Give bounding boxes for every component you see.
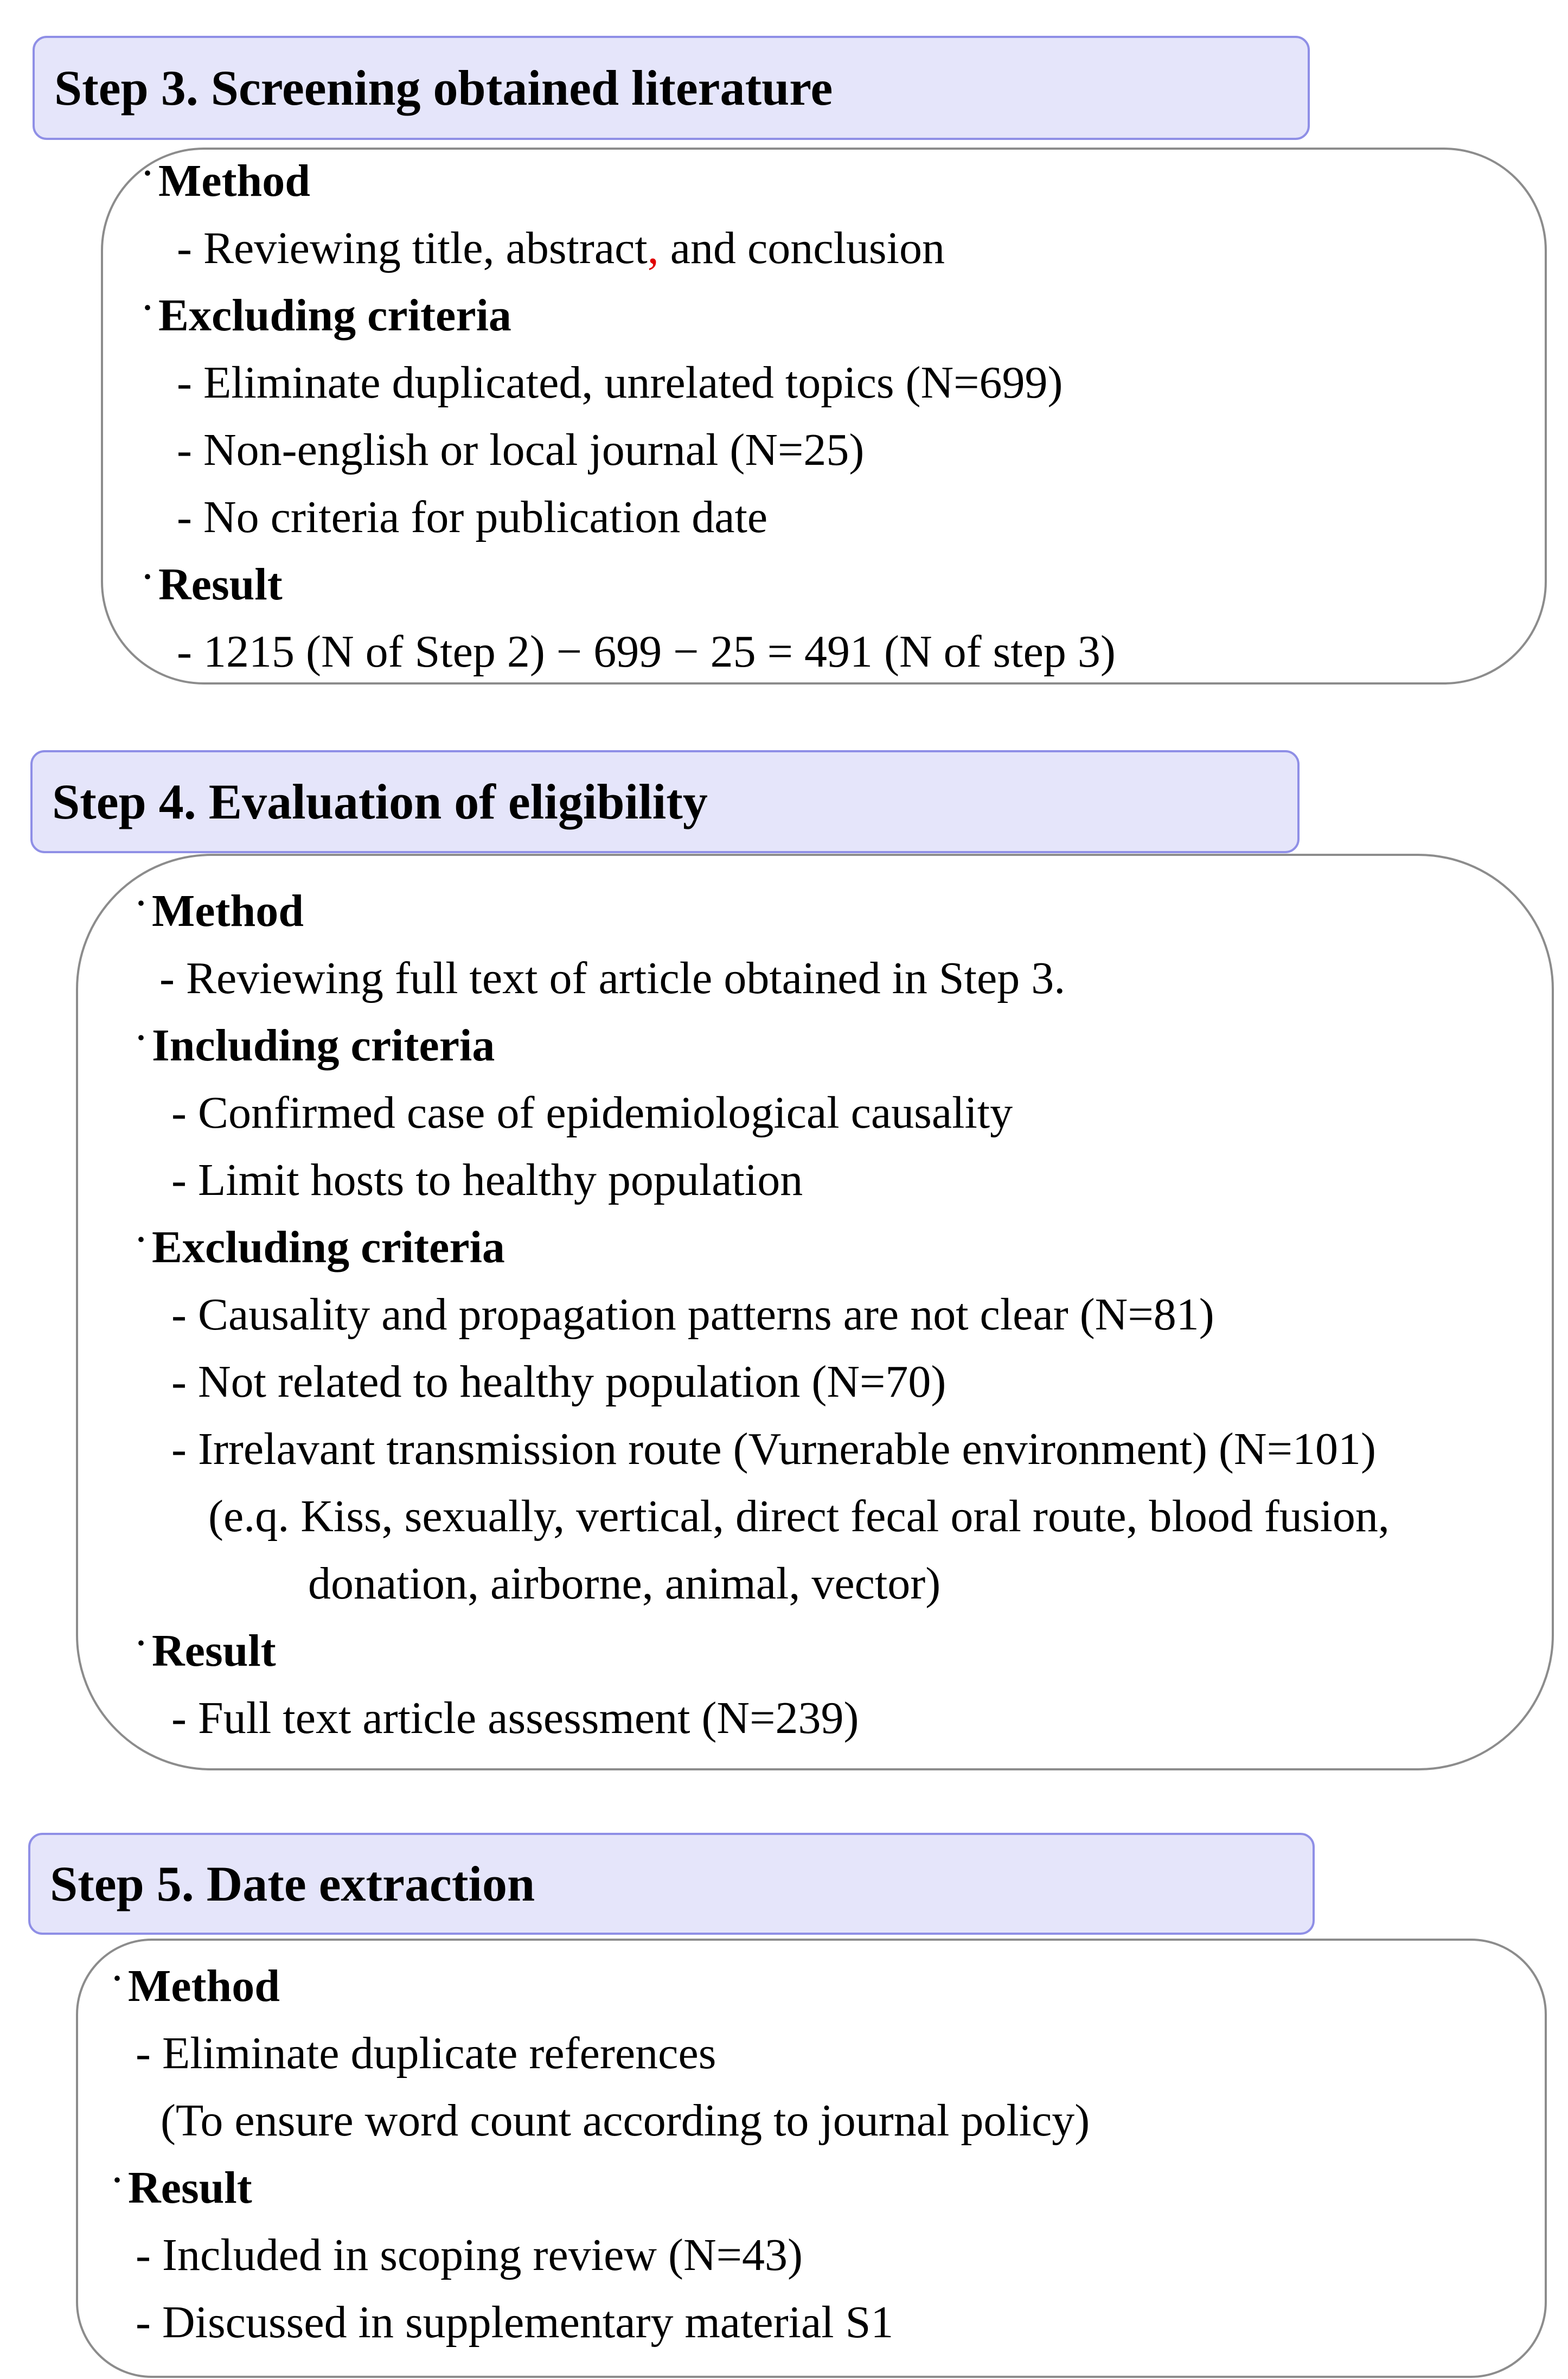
step5-header xyxy=(28,1833,1315,1935)
step4-title: Step 4. Evaluation of eligibility xyxy=(52,774,708,829)
step4-header xyxy=(30,750,1300,853)
step3-result-item: - 1215 (N of Step 2) − 699 − 25 = 491 (N of step 3) xyxy=(177,626,1116,677)
step3-title: Step 3. Screening obtained literature xyxy=(54,60,833,116)
bullet-icon: · xyxy=(136,885,147,921)
step4-excluding-item: donation, airborne, animal, vector) xyxy=(308,1558,941,1609)
step4-including-heading: · Including criteria xyxy=(136,1020,495,1071)
step5-title: Step 5. Date extraction xyxy=(50,1856,535,1911)
step3-excluding-item: - Eliminate duplicated, unrelated topics (N=699) xyxy=(177,357,1063,408)
step5-result-item: - Included in scoping review (N=43) xyxy=(136,2230,803,2280)
step5-method-item: (To ensure word count according to journal policy) xyxy=(161,2095,1090,2146)
step4-excluding-item: - Not related to healthy population (N=70) xyxy=(171,1357,946,1407)
step3-excluding-item: - No criteria for publication date xyxy=(177,492,768,542)
step4-excluding-heading: · Excluding criteria xyxy=(136,1222,505,1272)
bullet-icon: · xyxy=(136,1222,147,1257)
step5-result-item: - Discussed in supplementary material S1 xyxy=(136,2297,894,2348)
step4-result-item: - Full text article assessment (N=239) xyxy=(171,1693,859,1743)
step4-method-item: - Reviewing full text of article obtained in Step 3. xyxy=(159,953,1066,1003)
bullet-icon: · xyxy=(112,2162,123,2198)
step3-method-line: - Reviewing title, abstract, and conclusion xyxy=(177,223,945,273)
step4-including-item: - Limit hosts to healthy population xyxy=(171,1155,803,1205)
step5-method-item: - Eliminate duplicate references xyxy=(136,2028,716,2079)
step4-including-item: - Confirmed case of epidemiological causality xyxy=(171,1088,1013,1138)
bullet-icon: · xyxy=(142,155,153,191)
step3-excluding-item: - Non-english or local journal (N=25) xyxy=(177,425,865,475)
bullet-icon: · xyxy=(136,1625,147,1661)
step4-result-heading: · Result xyxy=(136,1625,276,1676)
step4-excluding-item: (e.q. Kiss, sexually, vertical, direct fecal oral route, blood fusion, xyxy=(208,1491,1390,1542)
step4-excluding-item: - Irrelavant transmission route (Vurnerable environment) (N=101) xyxy=(171,1424,1376,1474)
step4-excluding-item: - Causality and propagation patterns are not clear (N=81) xyxy=(171,1289,1214,1340)
bullet-icon: · xyxy=(142,290,153,325)
step5-method-heading: · Method xyxy=(112,1960,280,2011)
step3-result-heading: · Result xyxy=(142,559,283,610)
bullet-icon: · xyxy=(142,559,153,594)
step3-method-heading: · Method xyxy=(142,155,310,206)
step3-header xyxy=(33,36,1310,140)
step3-excluding-heading: · Excluding criteria xyxy=(142,290,511,341)
bullet-icon: · xyxy=(136,1020,147,1056)
step5-result-heading: · Result xyxy=(112,2162,252,2213)
step4-method-heading: · Method xyxy=(136,885,304,936)
bullet-icon: · xyxy=(112,1960,123,1996)
